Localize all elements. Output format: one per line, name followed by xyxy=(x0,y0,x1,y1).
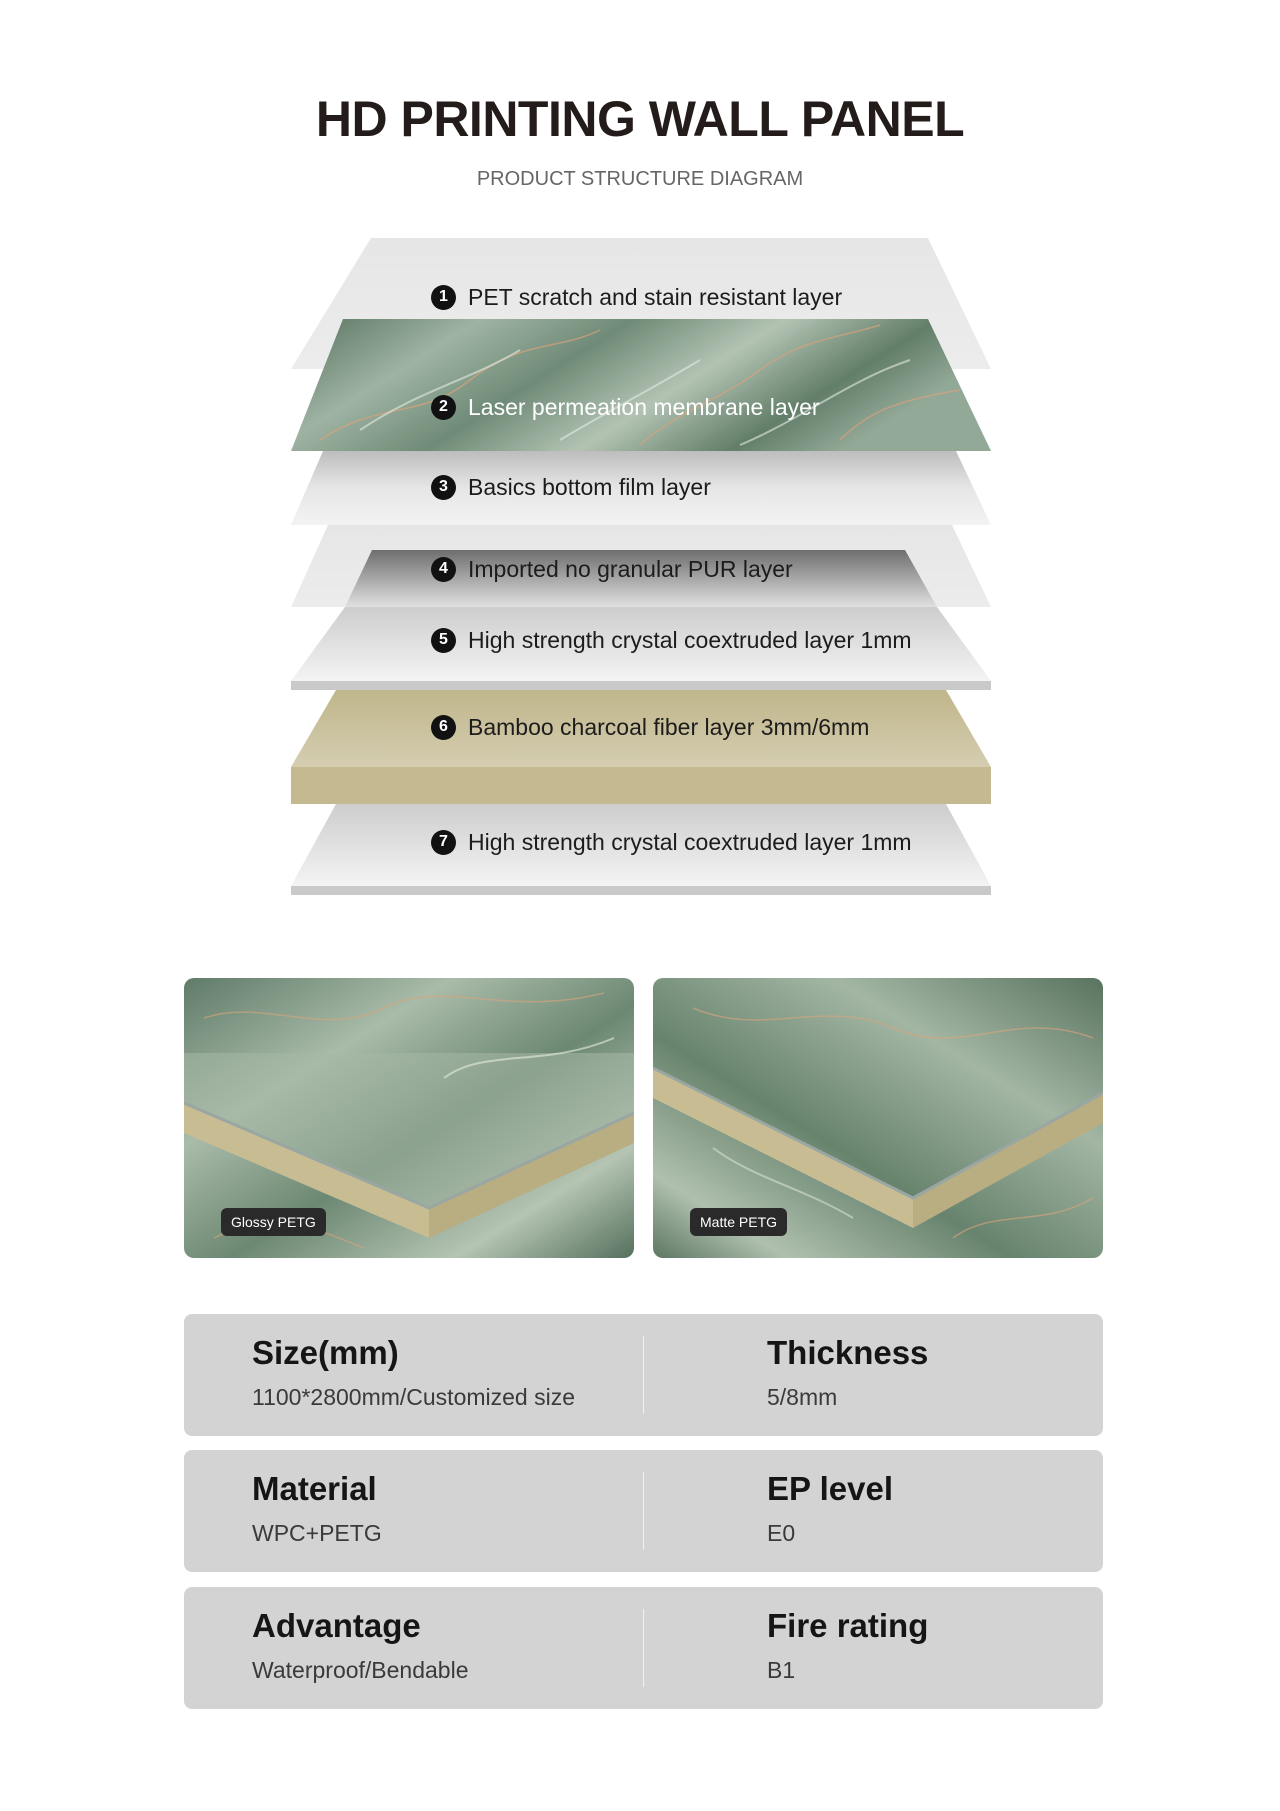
spec-label-fire-rating: Fire rating xyxy=(767,1607,929,1644)
layer-text-5: High strength crystal coextruded layer 1mm xyxy=(468,626,912,653)
spec-thickness xyxy=(767,1334,928,1411)
layer-label-2 xyxy=(431,392,820,422)
layer-number-1: 1 xyxy=(431,285,456,310)
layer-7-edge xyxy=(291,886,991,895)
spec-divider xyxy=(643,1472,644,1550)
layer-label-7 xyxy=(431,827,912,857)
spec-card-size xyxy=(184,1314,1103,1436)
layer-label-5 xyxy=(431,625,912,655)
layer-text-3: Basics bottom film layer xyxy=(468,473,711,500)
layer-5-edge xyxy=(291,681,991,690)
spec-label-size: Size(mm) xyxy=(252,1334,399,1371)
layer-label-4 xyxy=(431,554,793,584)
layer-text-7: High strength crystal coextruded layer 1mm xyxy=(468,828,912,855)
layer-2-shape xyxy=(291,319,991,451)
spec-value-fire-rating: B1 xyxy=(767,1657,796,1683)
layer-text-6: Bamboo charcoal fiber layer 3mm/6mm xyxy=(468,713,870,740)
spec-card-material xyxy=(184,1450,1103,1572)
spec-label-ep-level: EP level xyxy=(767,1470,893,1507)
spec-material xyxy=(252,1470,382,1547)
layer-number-2: 2 xyxy=(431,395,456,420)
layer-text-1: PET scratch and stain resistant layer xyxy=(468,283,843,310)
layer-number-4: 4 xyxy=(431,557,456,582)
spec-value-ep-level: E0 xyxy=(767,1520,796,1546)
sample-glossy xyxy=(184,978,634,1258)
layer-6-edge xyxy=(291,767,991,804)
spec-divider xyxy=(643,1609,644,1687)
spec-advantage xyxy=(252,1607,469,1684)
sample-matte xyxy=(653,978,1103,1258)
spec-card-advantage xyxy=(184,1587,1103,1709)
spec-divider xyxy=(643,1336,644,1414)
spec-label-advantage: Advantage xyxy=(252,1607,421,1644)
layer-label-6 xyxy=(431,712,869,742)
spec-fire-rating xyxy=(767,1607,928,1684)
page-title: HD PRINTING WALL PANEL xyxy=(315,91,965,147)
spec-value-material: WPC+PETG xyxy=(252,1520,382,1546)
spec-label-thickness: Thickness xyxy=(767,1334,929,1371)
sample-tag-glossy: Glossy PETG xyxy=(221,1208,326,1236)
spec-value-thickness: 5/8mm xyxy=(767,1384,838,1410)
layer-number-3: 3 xyxy=(431,475,456,500)
spec-value-advantage: Waterproof/Bendable xyxy=(252,1657,469,1683)
spec-value-size: 1100*2800mm/Customized size xyxy=(252,1384,576,1410)
layer-label-1 xyxy=(431,282,842,312)
layer-text-2: Laser permeation membrane layer xyxy=(468,393,820,420)
sample-tag-matte: Matte PETG xyxy=(690,1208,787,1236)
layer-number-5: 5 xyxy=(431,628,456,653)
spec-size xyxy=(252,1334,575,1411)
spec-ep-level xyxy=(767,1470,893,1547)
layer-text-4: Imported no granular PUR layer xyxy=(468,555,793,582)
layer-label-3 xyxy=(431,472,711,502)
layer-number-7: 7 xyxy=(431,830,456,855)
page-subtitle: PRODUCT STRUCTURE DIAGRAM xyxy=(476,168,804,190)
spec-label-material: Material xyxy=(252,1470,377,1507)
layer-number-6: 6 xyxy=(431,715,456,740)
